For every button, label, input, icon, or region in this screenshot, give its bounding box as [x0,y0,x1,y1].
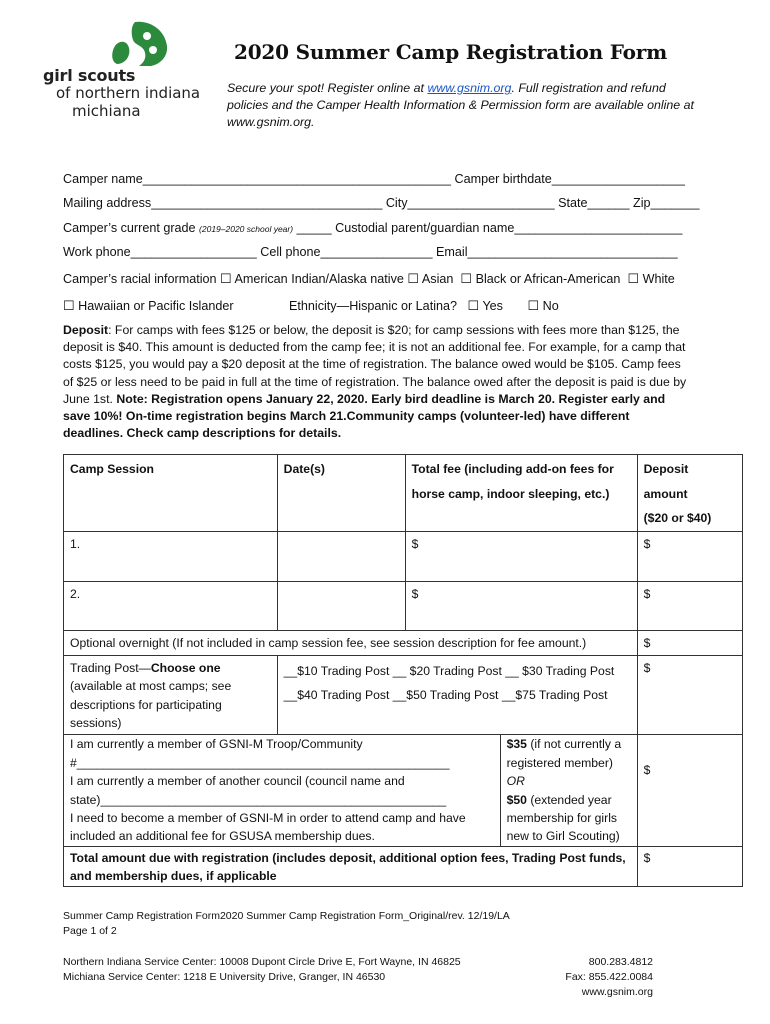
phone-number: 800.283.4812 [588,956,653,968]
table-row [64,581,743,630]
checkbox-american-indian[interactable]: ☐ [220,271,232,286]
trading-post-options[interactable] [277,655,637,735]
website-link[interactable]: www.gsnim.org [581,986,653,998]
northern-indiana-address: Northern Indiana Service Center: 10008 Dupont Circle Drive E, Fort Wayne, IN 46825 [63,956,461,968]
deposit-2-field[interactable]: $ [637,581,742,630]
trading-post-note: (available at most camps; see descriptions for participating sessions) [70,679,232,730]
option-yes: Yes [482,299,503,313]
logo-text-line1: girl scouts [43,66,136,85]
total-row [64,846,743,886]
option-american-indian: American Indian/Alaska native [234,272,404,286]
logo-text-line3: michiana [72,102,141,120]
trading-post-label [64,655,278,735]
membership-row [64,735,743,846]
deposit-text: : For camps with fees $125 or below, the deposit is $20; for camp sessions with fees more than $125, the deposit is $40. This amount is deducted from the camp fee; it is not an additional fee. For example, for a camp that costs $125, you would pay a $20 deposit at the time of registration. The balance owed would be $105. Camp fees of $25 or less need to be paid in full at the time of registration. The balance owed after the deposit is paid is due by June 1st. [63,323,687,406]
trading-post-options-line2[interactable]: __$40 Trading Post __$50 Trading Post __$75 Trading Post [283,687,608,702]
intro-text [227,80,697,131]
hawaiian-ethnicity-row [63,298,234,314]
ethnicity-label: Ethnicity—Hispanic or Latina? [289,299,457,313]
header-deposit-line2: amount [643,486,688,501]
logo-text-line2: of northern indiana [56,84,201,102]
racial-info-label: Camper’s racial information [63,272,217,286]
school-year-note: (2019–2020 school year) [199,224,294,234]
michiana-address: Michiana Service Center: 1218 E University Drive, Granger, IN 46530 [63,971,386,983]
grade-label: Camper’s current grade [63,221,200,235]
deposit-label: Deposit [63,323,109,337]
camp-session-table [63,454,743,887]
checkbox-black[interactable]: ☐ [460,271,473,286]
fee-2-field[interactable]: $ [405,581,637,630]
total-amount-field[interactable]: $ [637,846,742,886]
trading-post-choose: Choose one [150,660,221,675]
header-total-fee [405,455,637,532]
table-header-row [64,455,743,532]
fax-number: Fax: 855.422.0084 [565,971,653,983]
overnight-row [64,630,743,655]
membership-line1: I am currently a member of GSNI-M Troop/Community [70,737,363,752]
fee35-text: (if not currently a registered member) [506,737,622,770]
intro-text-after: . Full registration and refund policies and the Camper Health Information & Permission form are available online at www.gsnim.org. [227,81,694,129]
checkbox-no[interactable]: ☐ [527,298,540,313]
page-number: Page 1 of 2 [63,925,117,937]
contact-info [540,955,653,1000]
trading-post-row [64,655,743,735]
or-label: OR [506,774,525,789]
membership-line5: I need to become a member of GSNI-M in order to attend camp and have [70,811,466,826]
checkbox-asian[interactable]: ☐ [407,271,420,286]
service-centers [63,955,461,985]
membership-line3: I am currently a member of another council (council name and [70,774,405,789]
checkbox-yes[interactable]: ☐ [467,298,480,313]
mailing-address-row[interactable]: Mailing address_________________________________ City_____________________ State______ Zip_______ [63,196,700,210]
membership-amount-field[interactable]: $ [637,735,742,846]
option-asian: Asian [421,272,454,286]
header-deposit-line3: ($20 or $40) [643,511,712,526]
grade-guardian-row[interactable] [63,221,682,235]
fee50-label: $50 [506,792,527,807]
trefoil-icon [95,18,185,68]
form-footer [63,909,510,939]
camper-birthdate-field[interactable]: Camper birthdate___________________ [454,172,685,186]
membership-troop-field[interactable]: #_______________________________________________________ [70,755,450,770]
fee35-label: $35 [506,737,527,752]
intro-text-before: Secure your spot! Register online at [227,81,428,95]
deposit-1-field[interactable]: $ [637,531,742,581]
checkbox-hawaiian[interactable]: ☐ [63,298,75,313]
membership-line6: included an additional fee for GSUSA membership dues. [70,829,375,844]
option-no: No [542,299,559,313]
session-2-field[interactable]: 2. [64,581,278,630]
header-dates: Date(s) [277,455,405,532]
trading-post-amount-field[interactable]: $ [637,655,742,735]
header-camp-session: Camp Session [64,455,278,532]
girl-scouts-logo [40,18,210,118]
membership-council-field[interactable]: state)___________________________________________________ [70,792,447,807]
page-title: 2020 Summer Camp Registration Form [234,40,668,64]
ethnicity-row [289,298,559,314]
dates-2-field[interactable] [277,581,405,630]
option-black: Black or African-American [475,272,621,286]
deposit-note: Note: Registration opens January 22, 2020. Early bird deadline is March 20. Register early and save 10%! On-time registration begins March 21.Community camps (volunteer-led) have different deadlines. Check camp descriptions for details. [63,391,666,441]
overnight-amount-field[interactable]: $ [637,630,742,655]
membership-text[interactable] [64,735,500,845]
racial-info-row [63,271,675,287]
camper-name-row[interactable] [63,172,685,186]
membership-cell [64,735,638,846]
option-white: White [642,272,675,286]
overnight-label: Optional overnight (If not included in camp session fee, see session description for fee amount.) [64,630,638,655]
form-id: Summer Camp Registration Form2020 Summer Camp Registration Form_Original/rev. 12/19/LA [63,910,510,922]
phone-email-row[interactable]: Work phone__________________ Cell phone________________ Email______________________________ [63,245,678,259]
deposit-paragraph [63,322,693,442]
gsnim-link[interactable]: www.gsnim.org [427,81,512,95]
session-1-field[interactable]: 1. [64,531,278,581]
total-label: Total amount due with registration (includes deposit, additional option fees, Trading Post funds, and membership dues, if applicable [64,846,638,886]
header-deposit-line1: Deposit [643,462,689,476]
header-total-fee-line1: Total fee (including add-on fees for [411,462,614,476]
header-total-fee-line2: horse camp, indoor sleeping, etc.) [411,486,610,501]
trading-post-prefix: Trading Post— [70,660,151,675]
fee50-text: (extended year membership for girls new to Girl Scouting) [506,792,620,844]
header-deposit [637,455,742,532]
trading-post-options-line1[interactable]: __$10 Trading Post __ $20 Trading Post __ $30 Trading Post [283,663,615,678]
dates-1-field[interactable] [277,531,405,581]
option-hawaiian: Hawaiian or Pacific Islander [78,299,234,313]
fee-1-field[interactable]: $ [405,531,637,581]
guardian-field[interactable]: _____ Custodial parent/guardian name________________________ [293,221,683,235]
membership-fees [500,735,637,845]
table-row [64,531,743,581]
camper-name-field[interactable]: Camper name____________________________________________ [63,172,451,186]
checkbox-white[interactable]: ☐ [627,271,640,286]
